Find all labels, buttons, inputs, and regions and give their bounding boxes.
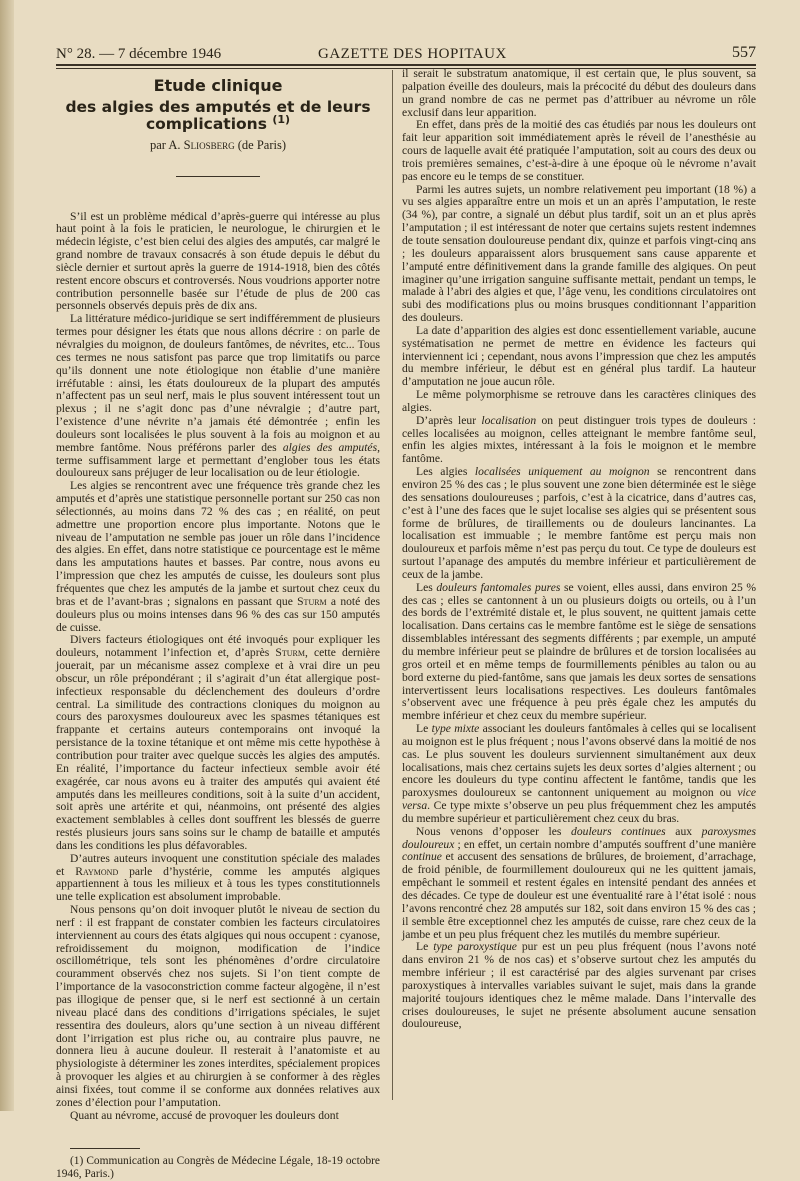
paragraph: La littérature médico-juridique se sert indifféremment de plusieurs termes pour désigner les états que nous allons décrire : on parle de névralgies du moignon, de douleurs fantômes, de névrites, etc... Tous ces termes ne nous satisfont pas parce que trop limitatifs ou parce qu’ils donnent une note étiologique non établie d’une manière irréfutable : ainsi, les états douloureux de la plupart des amputés n’affectent pas un seul nerf, mais le plus souvent intéressent tout un plexus ; il ne s’agit donc pas d’une névralgie ; d’autre part, l’existence d’une névrite n’a jamais été démontrée ; enfin les douleurs sont localisées le plus souvent à la fois au moignon et au membre fantôme. Nous préférons parler des algies des amputés, terme suffisamment large et permettant d’englober tous les états douloureux sans préjuger de leur localisation ou de leur étiologie. <box>56 312 380 480</box>
paragraph: Nous pensons qu’on doit invoquer plutôt le niveau de section du nerf : il est frappant de constater combien les facteurs circulatoires interviennent au cours des états algiques qui nous occupent : cyanose, refroidissement du moignon, modification de l’indice oscillométrique, tels sont les phénomènes d’ordre circulatoire couramment observés chez nos sujets. Si l’on tient compte de l’importance de la vasoconstriction comme facteur algogène, il n’est pas illogique de penser que, si le nerf est sectionné à un certain niveau placé dans des conditions d’irrigations spéciales, le sujet ressentira des douleurs, alors qu’une section à un niveau différent dont l’irrigation est plus riche ou, au contraire plus pauvre, ne donnera lieu à aucune douleur. Il resterait à l’anatomiste et au physiologiste à déterminer les zones interdites, spécialement propices à provoquer les algies et au chirurgien à se conformer à des règles ainsi fixées, tout comme il se conforme aux données relatives aux zones d’élection pour l’amputation. <box>56 903 380 1109</box>
author-prefix: par A. <box>149 137 184 152</box>
article-title-block <box>56 76 380 177</box>
paragraph: Les douleurs fantomales pures se voient, elles aussi, dans environ 25 % des cas ; elles se cantonnent à un ou plusieurs doigts ou orteils, ou à l’un des bords de l’extrémité distale et, le plus souvent, ne quittent jamais cette localisation. Dans certains cas le membre fantôme est le siège de sensations dissemblables intéressant des segments différents ; par exemple, un amputé du membre inférieur peut se plaindre de brûlures et de torsion localisées au gros orteil et en même temps de fourmillements pénibles au talon ou au bord externe du pied-fantôme, sans que jamais les deux sortes de sensations intervertissent leurs localisations respectives. Les douleurs fantômales s’observent avec une fréquence à peu près égale chez les amputés du membre inférieur et chez ceux du membre supérieur. <box>402 580 757 723</box>
paragraph: D’après leur localisation on peut distinguer trois types de douleurs : celles localisées au moignon, celles atteignant le membre fantôme seul, enfin les algies mixtes, intéressant à la fois le moignon et le membre fantôme. <box>402 413 756 466</box>
article-title-line2 <box>56 97 380 133</box>
page-binding-edge <box>0 0 14 1111</box>
author-suffix: (de Paris) <box>234 137 287 152</box>
footnote: (1) Communication au Congrès de Médecine Légale, 18-19 octobre 1946, Paris.) <box>56 1155 380 1181</box>
page-number: 557 <box>732 44 756 61</box>
paragraph: S’il est un problème médical d’après-guerre qui intéresse au plus haut point à la fois le praticien, le neurologue, le chirurgien et le médecin légiste, c’est bien celui des algies des amputés, car malgré le grand nombre de travaux consacrés à son étude depuis le début du siècle dernier et surtout après la guerre de 1914-1918, bien des côtés restent encore obscurs et controversés. Nous voudrions apporter notre contribution personnelle basée sur l’étude de plus de 200 cas personnels observés depuis près de dix ans. <box>56 209 380 313</box>
issue-date: N° 28. — 7 décembre 1946 <box>56 46 222 62</box>
paragraph: Les algies se rencontrent avec une fréquence très grande chez les amputés et d’après une statistique personnelle portant sur 250 cas non sélectionnés, au moins dans 72 % des cas ; en réalité, on peut admettre une proportion encore plus importante. Notons que le niveau de l’amputation ne semble pas jouer un rôle dans l’incidence des algies. En effet, dans notre statistique ce pourcentage est le même dans les amputations hautes et basses. Par contre, nous avons eu l’impression que chez les amputés de cuisse, les douleurs sont plus fréquentes que chez les amputés de la jambe et surtout chez ceux du bras et de l’avant-bras ; signalons en passant que Sturm a noté des douleurs plus ou moins intenses dans 96 % des cas sur 150 amputés de cuisse. <box>56 479 380 634</box>
paragraph: Le type paroxystique pur est un peu plus fréquent (nous l’avons noté dans environ 21 % de nos cas) et s’observe surtout chez les amputés du membre inférieur ; il est caractérisé par des algies survenant par crises paroxystiques à intervalles variables suivant le sujet, mais dans la grande majorité toujours identiques chez le même malade. Dans l’intervalle des crises douloureuses, le sujet ne présente absolument aucune sensation douloureuse, <box>402 940 756 1031</box>
author-name: Sliosberg <box>183 137 235 152</box>
column-divider <box>392 70 393 1100</box>
paragraph: Quant au névrome, accusé de provoquer les douleurs dont <box>70 1108 339 1122</box>
article-title-line1: Etude clinique <box>153 76 283 95</box>
paragraph: Le type mixte associant les douleurs fantômales à celles qui se localisent au moignon est le plus fréquent ; nous l’avons observé dans la moitié de nos cas. Le plus souvent les douleurs surviennent simultanément aux deux localisations, mais chez certains sujets les deux sortes d’algies alternent ; ou encore les douleurs du type continu affectent le fantôme, tandis que les paroxysmes douloureux se cantonnent uniquement au moignon ou vice versa. Ce type mixte s’observe un peu plus fréquemment chez les amputés du membre supérieur et particulièrement chez ceux du bras. <box>402 722 756 825</box>
right-column <box>402 68 756 1031</box>
article-title-text: des algies des amputés et de leurs complications <box>65 97 371 133</box>
title-separator <box>176 176 260 177</box>
paragraph: il serait le substratum anatomique, il est certain que, le plus souvent, sa palpation éveille des douleurs, mais la précocité du début des douleurs dans un grand nombre de cas ne permet pas d’attribuer au névrome un rôle exclusif dans leur apparition. <box>402 67 756 119</box>
paragraph: Les algies localisées uniquement au moignon se rencontrent dans environ 25 % des cas ; le plus souvent une zone bien déterminée est le siège des sensations douloureuses ; parfois, c’est à la cicatrice, dans d’autres cas, c’est à l’une des faces que le sujet localise ses algies qui se présentent sous forme de brûlures, de tiraillements ou de douleurs lancinantes. La localisation est immuable ; le membre fantôme est perçu mais non douloureux et parfois même n’est pas perçu du tout. Ce type de douleurs est surtout l’apanage des amputés du membre inférieur et particulièrement de ceux de la jambe. <box>402 465 756 581</box>
paragraph: D’autres auteurs invoquent une constitution spéciale des malades et Raymond parle d’hystérie, comme les amputés algiques appartiennent à tous les milieux et à tous les types constitutionnels une telle explication est absolument improbable. <box>56 851 380 904</box>
journal-name: GAZETTE DES HOPITAUX <box>318 46 507 62</box>
paragraph: Nous venons d’opposer les douleurs continues aux paroxysmes douloureux ; en effet, un certain nombre d’amputés souffrent d’une manière continue et accusent des sensations de brûlures, de broiement, d’arrachage, de froid pénible, de fourmillement douloureux qui ne les quittent jamais, empêchant le sommeil et restent égales en intensité pendant des années et des décades. Ce type de douleur est une éventualité rare à l’état isolé : nous l’avons rencontré chez 28 amputés sur 182, soit dans environ 15 % des cas ; il semble être exceptionnel chez les amputés de cuisse, rare chez ceux de la jambe et un peu plus fréquent chez les mutilés du membre supérieur. <box>402 824 756 941</box>
footnote-separator <box>70 1148 140 1149</box>
left-column <box>56 78 380 1181</box>
header-rule <box>56 64 756 66</box>
paragraph: Divers facteurs étiologiques ont été invoqués pour expliquer les douleurs, notamment l’infection et, d’après Sturm, cette dernière jouerait, par un mécanisme assez complexe et à vrai dire un peu obscur, un rôle prépondérant ; il s’agirait d’un état allergique post-infectieux responsable du déclenchement des douleurs d’ordre central. La similitude des contractions cloniques du moignon au cours des paroxysmes douloureux avec les spasmes tétaniques est frappante et certains auteurs contemporains ont invoqué la persistance de la toxine tétanique et ont même mis cette hypothèse à contribution pour traiter avec quelque succès les algies des amputés. En réalité, l’importance du facteur infectieux semble avoir été exagérée, car nous avons eu à traiter des amputés qui avaient été amputés dans les meilleures conditions, soit à la suite d’un accident, soit après une artérite et qui, néanmoins, ont présenté des algies exactement semblables à celles dont souffrent les blessés de guerre restés plusieurs jours sans soins sur le champ de bataille et amputés dans les conditions les plus défavorables. <box>56 633 380 852</box>
running-header <box>56 40 756 66</box>
paragraph: La date d’apparition des algies est donc essentiellement variable, aucune systématisation ne permet de mettre en évidence les facteurs qui interviennent ici ; cependant, nous avons l’impression que chez les amputés du membre inférieur, le début est en général plus tardif. La hauteur d’amputation ne joue aucun rôle. <box>402 323 756 389</box>
paragraph: Le même polymorphisme se retrouve dans les caractères cliniques des algies. <box>402 388 756 414</box>
paragraph: En effet, dans près de la moitié des cas étudiés par nous les douleurs ont fait leur apparition soit immédiatement après le réveil de l’anesthésie au cours de laquelle avait été pratiquée l’amputation, soit au cours des deux ou trois premières semaines, c’est-à-dire à une époque où le névrome n’avait pas encore eu le temps de se constituer. <box>402 118 756 183</box>
article-author <box>56 139 380 152</box>
paragraph: Parmi les autres sujets, un nombre relativement peu important (18 %) a vu ses algies apparaître entre un mois et un an après l’amputation, le reste (34 %), par contre, a signalé un début plus tardif, soit un an et plus après l’amputation ; il est intéressant de noter que certains sujets restent indemnes de toute sensation douloureuse pendant dix, quinze et parfois vingt-cinq ans ; les douleurs apparaissent alors brusquement sans cause apparente et l’amputé entre définitivement dans la grande famille des algiques. On peut imaginer qu’une irrigation sanguine suffisante mettait, pendant un temps, le malade à l’abri des algies et que, l’âge venu, les conditions circulatoires ont subi des modifications plus ou moins brusques conditionnant l’apparition des douleurs. <box>402 182 756 325</box>
footnote-ref: (1) <box>272 112 291 126</box>
